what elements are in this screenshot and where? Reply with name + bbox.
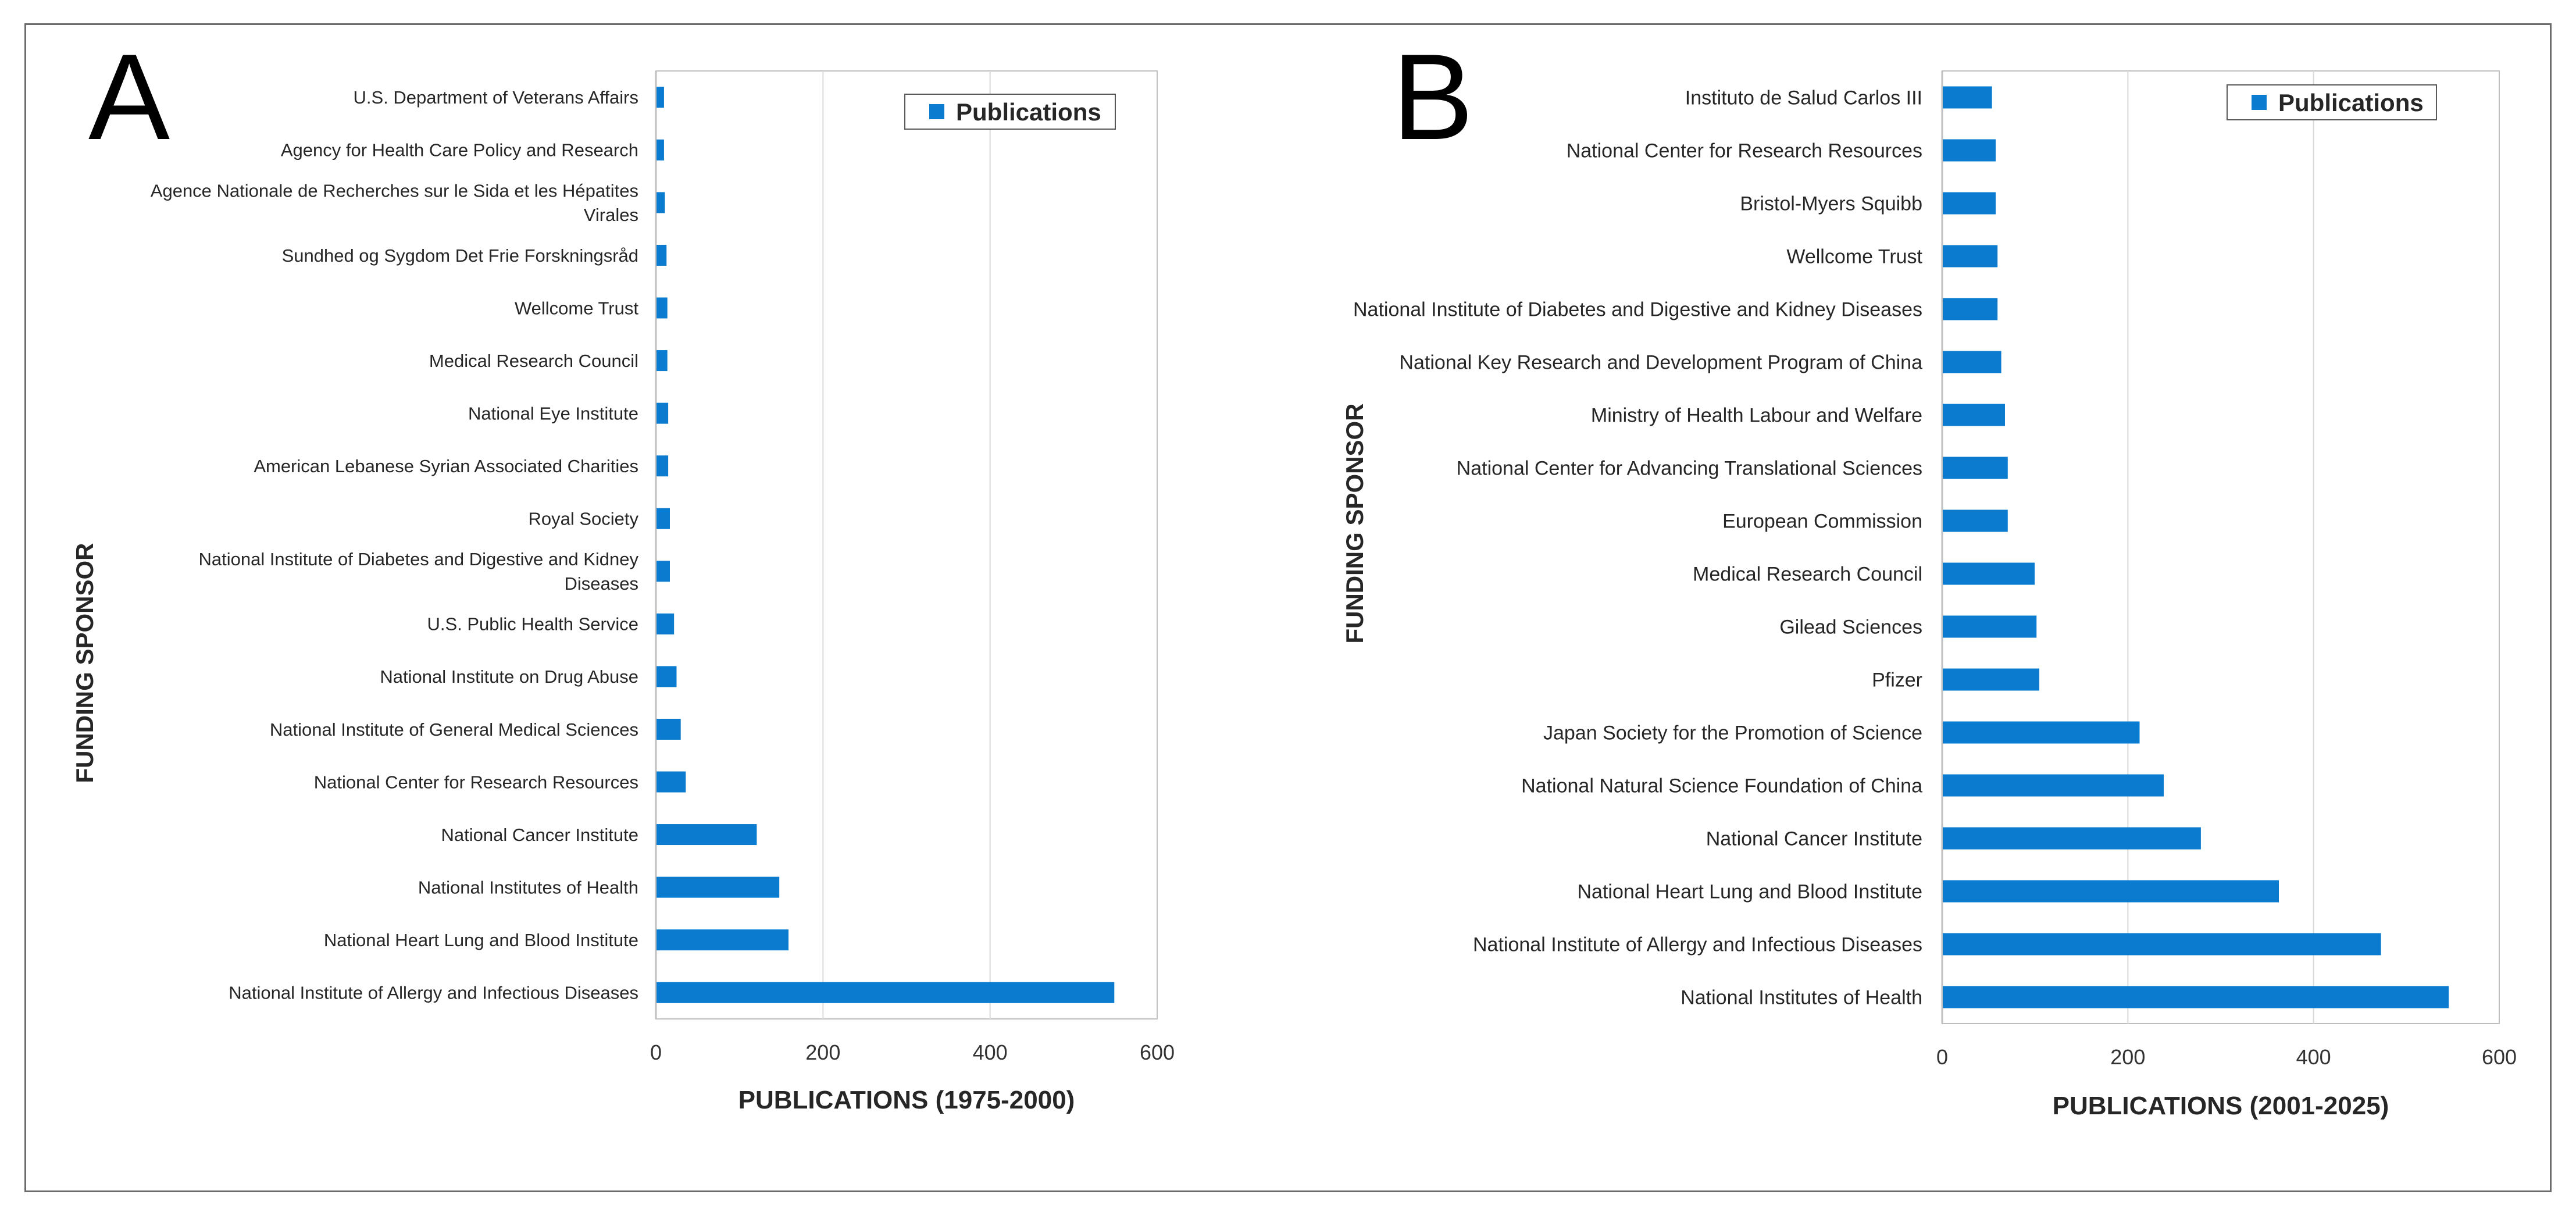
bar-a bbox=[657, 614, 674, 634]
plot-frame-a bbox=[656, 71, 1157, 1019]
bar-a bbox=[657, 403, 668, 424]
category-label-a: National Center for Research Resources bbox=[313, 772, 638, 793]
bar-b bbox=[1943, 87, 1992, 109]
bar-b bbox=[1943, 986, 2449, 1008]
bar-b bbox=[1943, 245, 1997, 268]
bar-b bbox=[1943, 351, 2001, 373]
category-label-a: U.S. Department of Veterans Affairs bbox=[353, 87, 638, 108]
bar-b bbox=[1943, 193, 1996, 215]
bar-a bbox=[657, 87, 664, 108]
y-axis-title-b: FUNDING SPONSOR bbox=[1341, 403, 1368, 644]
category-label-a: National Heart Lung and Blood Institute bbox=[323, 930, 638, 951]
x-tick-label-b: 0 bbox=[1936, 1045, 1949, 1069]
legend-swatch-a bbox=[929, 104, 944, 119]
bar-b bbox=[1943, 669, 2039, 691]
x-axis-title-a: PUBLICATIONS (1975-2000) bbox=[738, 1086, 1075, 1114]
category-label-a: American Lebanese Syrian Associated Charities bbox=[254, 456, 638, 477]
bar-a bbox=[657, 666, 676, 687]
category-label-b: Gilead Sciences bbox=[1779, 616, 1922, 639]
category-label-a: Agency for Health Care Policy and Research bbox=[280, 140, 638, 161]
bar-a bbox=[657, 140, 664, 161]
bar-a bbox=[657, 877, 779, 898]
x-tick-label-a: 200 bbox=[805, 1040, 841, 1064]
bar-b bbox=[1943, 616, 2036, 638]
x-axis-title-b: PUBLICATIONS (2001-2025) bbox=[2052, 1092, 2389, 1120]
x-tick-label-b: 400 bbox=[2296, 1045, 2331, 1069]
bar-b bbox=[1943, 933, 2381, 956]
bar-b bbox=[1943, 881, 2279, 903]
category-label-a: U.S. Public Health Service bbox=[427, 614, 638, 634]
y-axis-title-a: FUNDING SPONSOR bbox=[71, 543, 98, 783]
category-label-b: Wellcome Trust bbox=[1786, 245, 1922, 268]
category-label-b: National Key Research and Development Program of China bbox=[1399, 351, 1922, 374]
category-label-a: National Institute on Drug Abuse bbox=[380, 666, 638, 687]
category-label-b: National Cancer Institute bbox=[1706, 828, 1922, 850]
bar-a bbox=[657, 772, 686, 793]
category-label-b: National Institute of Allergy and Infectious Diseases bbox=[1473, 933, 1922, 956]
bar-a bbox=[657, 192, 665, 213]
category-label-b: National Center for Advancing Translational Sciences bbox=[1456, 457, 1922, 480]
category-label-a: Wellcome Trust bbox=[514, 298, 638, 319]
category-label-b: Bristol-Myers Squibb bbox=[1740, 193, 1922, 215]
category-label-a: Medical Research Council bbox=[429, 350, 638, 371]
bar-a bbox=[657, 719, 681, 740]
bar-a bbox=[657, 824, 757, 845]
x-tick-label-a: 600 bbox=[1139, 1040, 1175, 1064]
category-label-b: Pfizer bbox=[1872, 669, 1922, 691]
bar-a bbox=[657, 298, 668, 319]
x-tick-label-b: 600 bbox=[2481, 1045, 2517, 1069]
bar-b bbox=[1943, 457, 2008, 479]
bar-b bbox=[1943, 298, 1997, 320]
category-label-b: National Institute of Diabetes and Digestive and Kidney Diseases bbox=[1353, 298, 1922, 321]
category-label-a: Sundhed og Sygdom Det Frie Forskningsråd bbox=[281, 245, 638, 266]
bar-a bbox=[657, 245, 666, 266]
bar-b bbox=[1943, 828, 2201, 850]
category-label-b: National Heart Lung and Blood Institute bbox=[1577, 881, 1922, 903]
category-label-a: National Institute of General Medical Sciences bbox=[269, 719, 638, 740]
bar-b bbox=[1943, 404, 2005, 426]
bar-a bbox=[657, 508, 670, 529]
bar-a bbox=[657, 982, 1114, 1003]
bar-b bbox=[1943, 510, 2008, 532]
category-label-b: Ministry of Health Labour and Welfare bbox=[1590, 404, 1922, 427]
category-label-b: Medical Research Council bbox=[1693, 563, 1922, 586]
category-label-b: European Commission bbox=[1722, 510, 1922, 533]
category-label-b: National Natural Science Foundation of China bbox=[1521, 775, 1922, 797]
legend-label-b: Publications bbox=[2278, 89, 2424, 116]
panel-letter-b: B bbox=[1392, 28, 1474, 165]
category-label-b: Japan Society for the Promotion of Science bbox=[1543, 722, 1922, 744]
category-label-b: Instituto de Salud Carlos III bbox=[1685, 87, 1922, 109]
category-label-a: Diseases bbox=[564, 573, 638, 594]
category-label-a: Virales bbox=[583, 205, 638, 226]
bar-b bbox=[1943, 722, 2139, 744]
bar-a bbox=[657, 561, 670, 582]
bar-b bbox=[1943, 775, 2164, 797]
bar-a bbox=[657, 929, 789, 950]
category-label-b: National Institutes of Health bbox=[1681, 986, 1922, 1009]
category-label-a: Royal Society bbox=[528, 508, 638, 529]
category-label-b: National Center for Research Resources bbox=[1566, 140, 1922, 162]
x-tick-label-a: 400 bbox=[972, 1040, 1008, 1064]
panel-letter-a: A bbox=[88, 28, 170, 165]
category-label-a: National Eye Institute bbox=[468, 403, 638, 424]
x-tick-label-b: 200 bbox=[2110, 1045, 2146, 1069]
category-label-a: National Institute of Allergy and Infectious Diseases bbox=[229, 982, 638, 1003]
bar-b bbox=[1943, 140, 1996, 162]
bar-b bbox=[1943, 563, 2035, 585]
legend-label-a: Publications bbox=[956, 98, 1101, 126]
bar-a bbox=[657, 455, 668, 476]
category-label-a: National Institutes of Health bbox=[418, 877, 638, 898]
category-label-a: Agence Nationale de Recherches sur le Sida et les Hépatites bbox=[150, 180, 638, 201]
category-label-a: National Institute of Diabetes and Digestive and Kidney bbox=[198, 549, 638, 570]
bar-a bbox=[657, 350, 668, 371]
legend-swatch-b bbox=[2252, 95, 2267, 110]
category-label-a: National Cancer Institute bbox=[441, 824, 638, 845]
x-tick-label-a: 0 bbox=[650, 1040, 662, 1064]
